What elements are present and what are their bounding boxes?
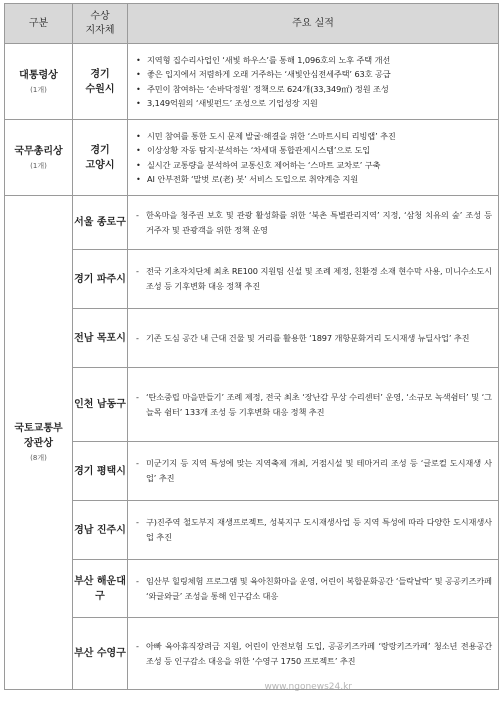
achievements-cell: [128, 501, 499, 560]
achievement-list: [128, 512, 498, 547]
achievement-list: [128, 205, 498, 240]
bullet-icon: •: [136, 130, 141, 141]
achievement-list: [128, 453, 498, 488]
list-item: • AI 안부전화 ‘말벗 로(老) 봇’ 서비스 도입으로 취약계층 지원: [136, 172, 494, 186]
dash-icon: -: [136, 458, 139, 469]
gov-label: 경기 수원시: [85, 68, 115, 95]
category-cell-president: [5, 44, 73, 120]
list-item: - 전국 기초자치단체 최초 RE100 지원팀 신설 및 조례 제정, 친환경 소재 현수막 사용, 미니수소도시 조성 등 기후변화 대응 정책 추진: [136, 266, 492, 291]
achievement-list: [128, 571, 498, 606]
bullet-icon: •: [136, 173, 141, 184]
gov-cell: 서울 종로구: [73, 196, 128, 250]
category-cell-minister: [5, 196, 73, 690]
category-cell-prime-minister: [5, 120, 73, 196]
achievements-cell: [128, 196, 499, 250]
category-count: (1개): [30, 161, 47, 170]
table-row: [5, 196, 499, 250]
table-row: [5, 368, 499, 442]
achievements-cell: [128, 250, 499, 309]
header-achievements: 주요 실적: [128, 4, 499, 44]
list-item: - 임산부 힐링체험 프로그램 및 육아친화마을 운영, 어린이 복합문화공간 ‘들락날락’ 및 공공키즈카페 ‘와글와글’ 조성을 통해 인구감소 대응: [136, 575, 492, 601]
gov-cell: 전남 목포시: [73, 309, 128, 368]
dash-icon: -: [136, 332, 139, 343]
dash-icon: -: [136, 575, 139, 586]
list-item: - 구)진주역 철도부지 재생프로젝트, 성북지구 도시재생사업 등 지역 특성에 따라 다양한 도시재생사업 추진: [136, 517, 492, 542]
category-label: 국토교통부 장관상: [14, 423, 63, 449]
list-item: - 한옥마을 청주권 보호 및 관광 활성화를 위한 ‘북촌 특별관리지역’ 지정, ‘삼청 치유의 숲’ 조성 등 거주자 및 관광객을 위한 정책 운영: [136, 209, 492, 235]
bullet-icon: •: [136, 83, 141, 94]
achievement-list: [128, 261, 498, 296]
gov-cell: 부산 수영구: [73, 618, 128, 690]
achievements-cell: [128, 442, 499, 501]
gov-cell: 인천 남동구: [73, 368, 128, 442]
list-item: • 3,149억원의 ‘새빛펀드’ 조성으로 기업성장 지원: [136, 96, 494, 110]
list-item: • 시민 참여를 통한 도시 문제 발굴·해결을 위한 ‘스마트시티 리빙랩’ 추진: [136, 129, 494, 143]
list-item: • 주민이 참여하는 ‘손바닥정원’ 정책으로 624개(33,349㎡) 정원 조성: [136, 82, 494, 96]
category-label: 국무총리상: [14, 145, 63, 157]
achievements-cell: [128, 560, 499, 618]
bullet-icon: •: [136, 159, 141, 170]
achievement-list: [128, 636, 498, 671]
achievements-cell: [128, 618, 499, 690]
table-row: [5, 501, 499, 560]
list-item: - 기존 도심 공간 내 근대 건물 및 거리를 활용한 ‘1897 개항문화거리 도시재생 뉴딜사업’ 추진: [136, 331, 492, 346]
header-gov: [73, 4, 128, 44]
gov-cell: 부산 해운대구: [73, 560, 128, 618]
table-header-row: [5, 4, 499, 44]
header-category: 구분: [5, 4, 73, 44]
achievements-cell: [128, 44, 499, 120]
table-row: [5, 309, 499, 368]
dash-icon: -: [136, 517, 139, 528]
table-row: [5, 250, 499, 309]
awards-table: [4, 3, 499, 690]
gov-label: 경기 고양시: [85, 144, 115, 171]
category-count: (1개): [30, 85, 47, 94]
achievement-list: [128, 51, 498, 113]
gov-cell: [73, 120, 128, 196]
dash-icon: -: [136, 391, 139, 402]
category-label: 대통령상: [19, 69, 58, 81]
gov-cell: [73, 44, 128, 120]
achievement-list: [128, 328, 498, 349]
table-row: [5, 44, 499, 120]
list-item: • 좋은 입지에서 저렴하게 오래 거주하는 ‘새빛안심전세주택’ 63호 공급: [136, 67, 494, 81]
list-item: • 실시간 교통량을 분석하여 교통신호 제어하는 ‘스마트 교차로’ 구축: [136, 158, 494, 172]
table-row: [5, 442, 499, 501]
achievements-cell: [128, 309, 499, 368]
list-item: - 미군기지 등 지역 특성에 맞는 지역축제 개최, 거점시설 및 테마거리 조성 등 ‘글로컬 도시재생 사업’ 추진: [136, 458, 492, 483]
gov-cell: 경기 파주시: [73, 250, 128, 309]
achievements-cell: [128, 368, 499, 442]
achievement-list: [128, 127, 498, 189]
bullet-icon: •: [136, 54, 141, 65]
gov-cell: 경기 평택시: [73, 442, 128, 501]
list-item: • 이상상황 자동 탐지·분석하는 ‘차세대 통합관제시스템’으로 도입: [136, 143, 494, 157]
bullet-icon: •: [136, 145, 141, 156]
gov-cell: 경남 진주시: [73, 501, 128, 560]
list-item: - 아빠 육아휴직장려금 지원, 어린이 안전보험 도입, 공공키즈카페 ‘랑랑키즈카페’ 청소년 전용공간 조성 등 인구감소 대응을 위한 ‘수영구 1750 프로젝트’ 추진: [136, 640, 492, 666]
list-item: - ‘탄소중립 마을만들기’ 조례 제정, 전국 최초 ‘장난감 무상 수리센터’ 운영, ‘소규모 녹색쉼터’ 및 ‘그늘목 쉼터’ 133개 조성 등 기후변화 대응 정책 추진: [136, 391, 492, 417]
table-row: [5, 618, 499, 690]
bullet-icon: •: [136, 97, 141, 108]
header-gov-text: 수상 지자체: [85, 10, 115, 36]
watermark: www.ngonews24.kr: [264, 682, 352, 692]
achievements-cell: [128, 120, 499, 196]
category-count: (8개): [30, 454, 47, 462]
dash-icon: -: [136, 209, 139, 220]
bullet-icon: •: [136, 69, 141, 80]
achievement-list: [128, 387, 498, 422]
dash-icon: -: [136, 266, 139, 277]
table-row: [5, 560, 499, 618]
table-row: [5, 120, 499, 196]
dash-icon: -: [136, 640, 139, 651]
list-item: • 지역형 집수리사업인 ‘새빛 하우스’를 통해 1,096호의 노후 주택 개선: [136, 53, 494, 67]
